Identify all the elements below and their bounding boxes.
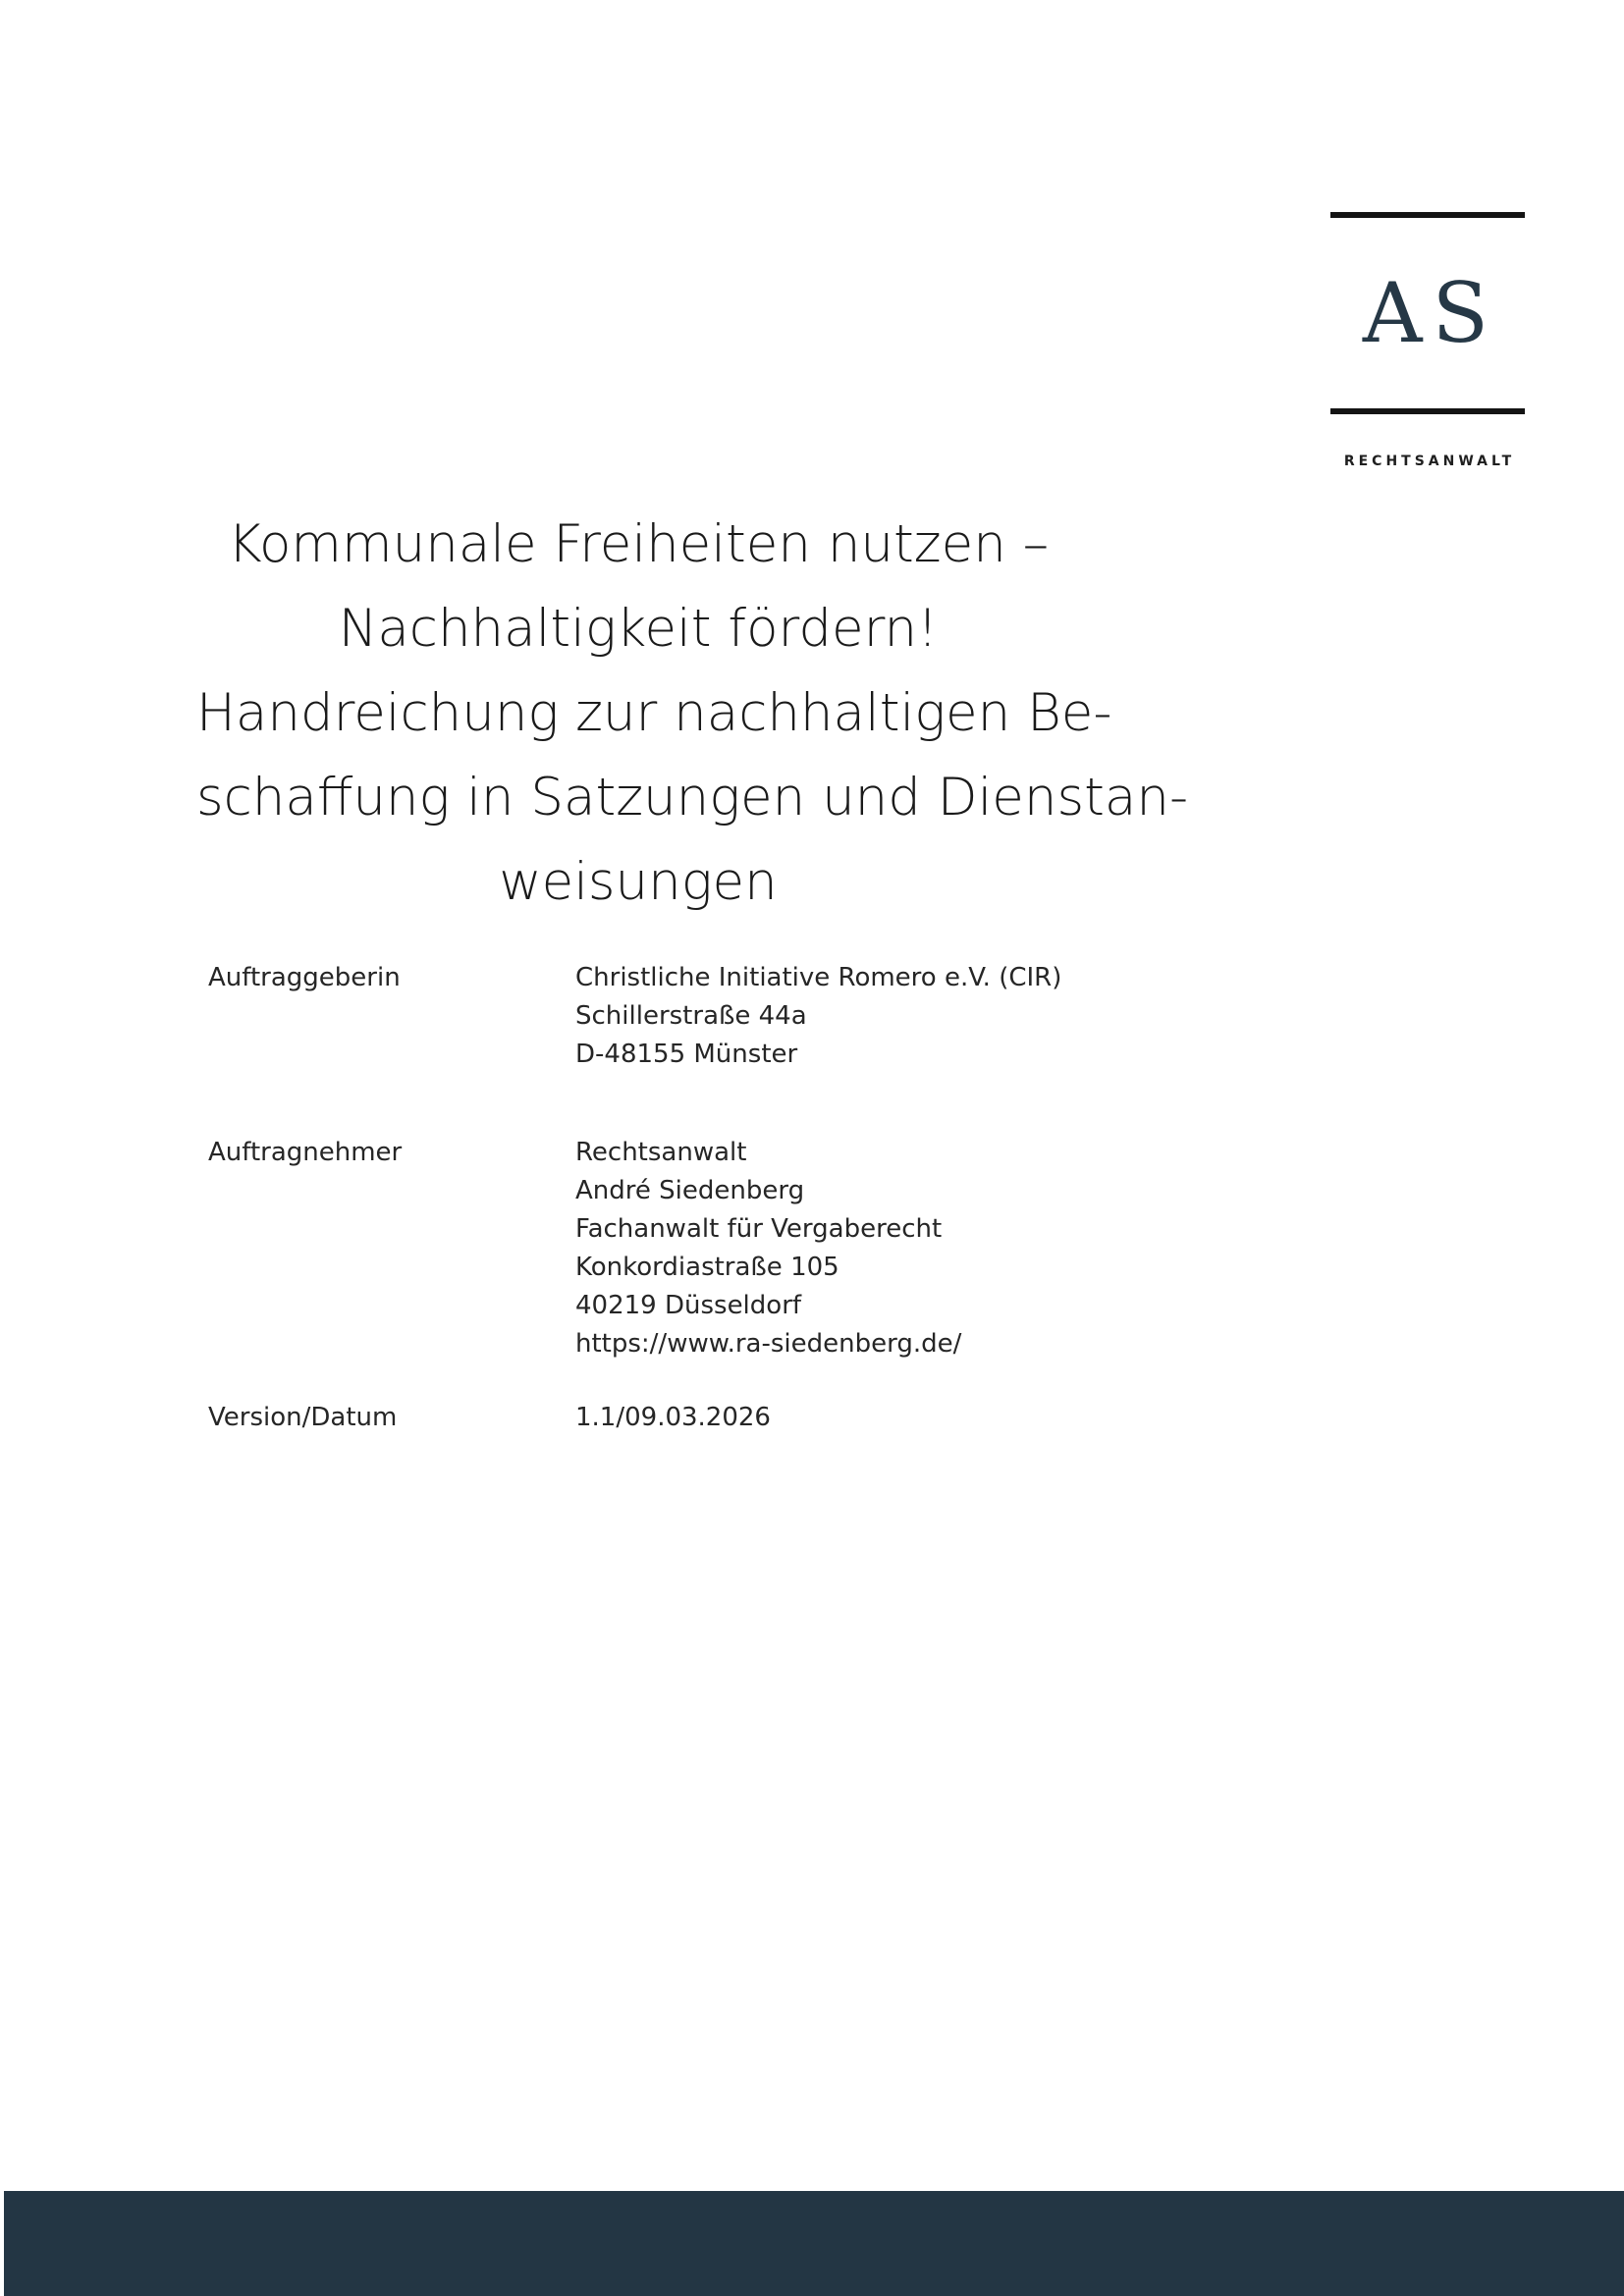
title-line: Nachhaltigkeit fördern! [338,599,939,659]
version-row [208,1399,1288,1437]
contractor-address [575,1134,961,1363]
version-label: Version/Datum [208,1403,398,1432]
contractor-row [208,1134,1288,1363]
contractor-website-link[interactable]: https://www.ra-siedenberg.de/ [575,1329,962,1359]
title-line: Handreichung zur nachhaltigen Be- [196,683,1112,743]
client-row [208,959,1288,1074]
contractor-city: 40219 Düsseldorf [575,1291,802,1320]
contractor-label: Auftragnehmer [208,1138,403,1167]
document-title [196,503,1189,925]
footer-band [4,2191,1624,2296]
contractor-profession: Rechtsanwalt [575,1138,747,1167]
contractor-street: Konkordiastraße 105 [575,1253,839,1282]
law-firm-logo [1330,212,1525,469]
contractor-name: André Siedenberg [575,1176,805,1205]
version-date: 1.1/09.03.2026 [575,1403,771,1432]
logo-initials: AS [1362,265,1499,361]
client-name: Christliche Initiative Romero e.V. (CIR) [575,963,1062,992]
logo-subtitle: RECHTSANWALT [1343,454,1516,469]
client-label: Auftraggeberin [208,963,401,992]
logo-bottom-rule [1330,408,1525,414]
title-line: weisungen [499,852,778,912]
document-info [208,959,1288,1437]
title-line: Kommunale Freiheiten nutzen – [227,514,1050,574]
client-street: Schillerstraße 44a [575,1001,807,1031]
version-value [575,1399,771,1437]
contractor-specialty: Fachanwalt für Vergaberecht [575,1214,943,1244]
client-address [575,959,1061,1074]
title-line: schaffung in Satzungen und Dienstan- [196,768,1189,828]
client-city: D-48155 Münster [575,1040,798,1069]
